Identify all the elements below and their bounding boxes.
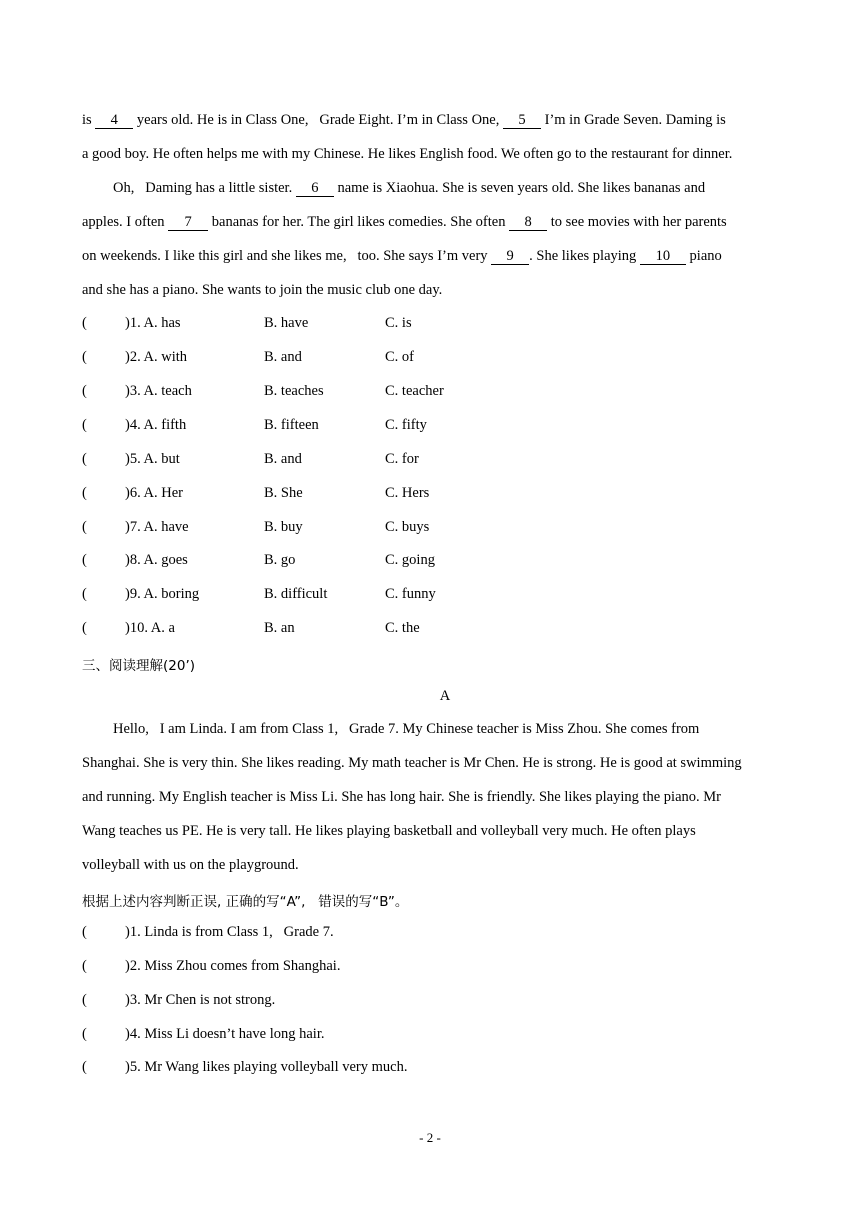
option-c: C. buys [385, 519, 430, 535]
reading-line-1: Hello, I am Linda. I am from Class 1, Grade 7. My Chinese teacher is Miss Zhou. She comes from [113, 721, 700, 737]
tf-question [82, 992, 782, 1012]
answer-paren[interactable]: ( [82, 417, 87, 433]
option-b: B. and [264, 349, 302, 365]
option-a: )10. A. a [125, 620, 175, 636]
option-a: )6. A. Her [125, 485, 183, 501]
passage-text: name is Xiaohua. She is seven years old. She likes bananas and [333, 180, 706, 196]
tf-question [82, 1026, 782, 1046]
option-row [82, 315, 782, 335]
tf-question [82, 958, 782, 978]
answer-paren[interactable]: ( [82, 519, 87, 535]
option-c: C. the [385, 620, 420, 636]
option-b: B. She [264, 485, 303, 501]
instruction: 根据上述内容判断正误, 正确的写“A”, 错误的写“B”。 [82, 894, 409, 910]
tf-question [82, 1059, 782, 1079]
option-c: C. fifty [385, 417, 427, 433]
reading-line-5: volleyball with us on the playground. [82, 857, 299, 873]
passage-line-4 [82, 214, 772, 231]
passage-text: I’m in Grade Seven. Daming is [540, 112, 726, 128]
reading-line-4: Wang teaches us PE. He is very tall. He likes playing basketball and volleyball very much. He often plays [82, 823, 696, 839]
question-text: )2. Miss Zhou comes from Shanghai. [125, 958, 341, 974]
option-row [82, 417, 782, 437]
option-c: C. of [385, 349, 414, 365]
answer-paren[interactable]: ( [82, 485, 87, 501]
passage-text: . She likes playing [529, 248, 640, 264]
option-b: B. an [264, 620, 295, 636]
answer-paren[interactable]: ( [82, 349, 87, 365]
answer-paren[interactable]: ( [82, 451, 87, 467]
passage-line-6: and she has a piano. She wants to join the music club one day. [82, 282, 443, 298]
answer-paren[interactable]: ( [82, 992, 87, 1008]
option-row [82, 519, 782, 539]
passage-text: piano [685, 248, 722, 264]
option-a: )5. A. but [125, 451, 180, 467]
option-a: )1. A. has [125, 315, 181, 331]
question-text: )3. Mr Chen is not strong. [125, 992, 276, 1008]
option-a: )9. A. boring [125, 586, 200, 602]
option-c: C. teacher [385, 383, 444, 399]
answer-paren[interactable]: ( [82, 586, 87, 602]
option-c: C. is [385, 315, 412, 331]
option-b: B. go [264, 552, 296, 568]
passage-line-1 [82, 112, 772, 129]
option-c: C. for [385, 451, 419, 467]
passage-text: to see movies with her parents [547, 214, 727, 230]
answer-paren[interactable]: ( [82, 620, 87, 636]
option-b: B. have [264, 315, 309, 331]
passage-line-5 [82, 248, 772, 265]
passage-text: Oh, Daming has a little sister. [113, 180, 296, 196]
answer-paren[interactable]: ( [82, 552, 87, 568]
option-b: B. buy [264, 519, 303, 535]
option-a: )7. A. have [125, 519, 189, 535]
answer-paren[interactable]: ( [82, 315, 87, 331]
blank-8: 8 [509, 215, 547, 231]
reading-line-3: and running. My English teacher is Miss Li. She has long hair. She is friendly. She likes playing the piano. Mr [82, 789, 721, 805]
blank-9: 9 [491, 249, 529, 265]
answer-paren[interactable]: ( [82, 958, 87, 974]
option-row [82, 485, 782, 505]
option-row [82, 586, 782, 606]
option-row [82, 620, 782, 640]
option-b: B. fifteen [264, 417, 319, 433]
passage-text: bananas for her. The girl likes comedies. She often [208, 214, 510, 230]
answer-paren[interactable]: ( [82, 924, 87, 940]
option-a: )2. A. with [125, 349, 188, 365]
answer-paren[interactable]: ( [82, 383, 87, 399]
passage-text: apples. I often [82, 214, 169, 230]
question-text: )4. Miss Li doesn’t have long hair. [125, 1026, 325, 1042]
passage-text: years old. He is in Class One, Grade Eight. I’m in Class One, [133, 112, 503, 128]
option-a: )4. A. fifth [125, 417, 187, 433]
blank-7: 7 [168, 215, 208, 231]
option-row [82, 451, 782, 471]
option-c: C. going [385, 552, 435, 568]
page-number: - 2 - [419, 1130, 441, 1145]
answer-paren[interactable]: ( [82, 1059, 87, 1075]
answer-paren[interactable]: ( [82, 1026, 87, 1042]
option-c: C. Hers [385, 485, 430, 501]
option-a: )8. A. goes [125, 552, 188, 568]
passage-text: is [82, 112, 96, 128]
option-b: B. and [264, 451, 302, 467]
option-row [82, 552, 782, 572]
option-row [82, 383, 782, 403]
tf-question [82, 924, 782, 944]
option-b: B. difficult [264, 586, 328, 602]
passage-text: on weekends. I like this girl and she likes me, too. She says I’m very [82, 248, 492, 264]
blank-5: 5 [503, 113, 541, 129]
option-c: C. funny [385, 586, 436, 602]
question-text: )5. Mr Wang likes playing volleyball very much. [125, 1059, 408, 1075]
reading-line-2: Shanghai. She is very thin. She likes reading. My math teacher is Mr Chen. He is strong. He is good at swimming [82, 755, 742, 771]
passage-line-3 [113, 180, 772, 197]
blank-4: 4 [95, 113, 133, 129]
passage-label: A [439, 688, 451, 704]
question-text: )1. Linda is from Class 1, Grade 7. [125, 924, 334, 940]
section-heading: 三、阅读理解(20’) [82, 658, 196, 674]
passage-line-2: a good boy. He often helps me with my Chinese. He likes English food. We often go to the restaurant for dinner. [82, 146, 733, 162]
blank-10: 10 [640, 249, 686, 265]
option-row [82, 349, 782, 369]
blank-6: 6 [296, 181, 334, 197]
option-b: B. teaches [264, 383, 324, 399]
option-a: )3. A. teach [125, 383, 192, 399]
